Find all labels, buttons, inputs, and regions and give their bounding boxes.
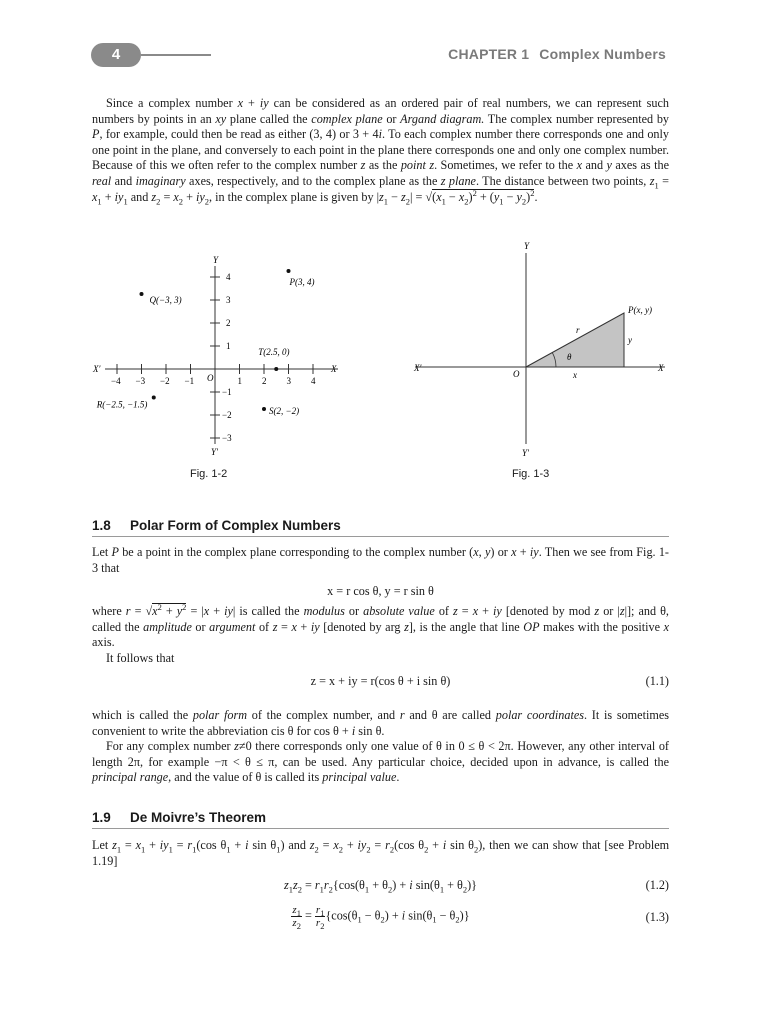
plot-point-label: S(2, −2) [269,406,300,416]
x-tick-label: −3 [135,376,146,386]
equation-polar-xy: x = r cos θ, y = r sin θ [327,584,434,598]
figure-1-3-caption: Fig. 1-3 [512,468,550,480]
chapter-title: Complex Numbers [539,46,666,62]
section-rule [92,536,669,537]
plot-point [274,367,278,371]
section-heading-1-9: 1.9 De Moivre’s Theorem [92,810,267,825]
x-axis-neg-label: X′ [93,364,101,374]
plot-point-label: P(3, 4) [289,277,315,287]
y-tick-label: 4 [226,272,231,282]
page-number-badge: 4 [91,43,141,67]
x-tick-label: −4 [111,376,121,386]
section-rule [92,828,669,829]
section-1-8-modulus: where $r = √x^2 + y^2 = |x + iy|$ is called the modulus or absolute value of z = x + iy [denoted by mod z or |z|]; and θ, called the amplitude or argument of z = x + iy [denoted by arg z], is the angle that line OP makes with the positive x axis. It follows that [92,601,670,665]
running-header [440,46,666,62]
x-tick-label: −2 [160,376,170,386]
polar-triangle [526,313,624,367]
x-tick-label: −1 [184,376,195,386]
x-axis-neg-label: X′ [414,363,422,373]
x-tick-label: 3 [286,376,291,386]
origin-label: O [207,373,214,383]
y-axis-neg-label: Y′ [522,448,529,458]
figure-1-3 [410,238,675,463]
plot-point [262,407,266,411]
x-tick-label: 1 [237,376,242,386]
figure-1-2 [85,248,365,483]
point-p-label: P(x, y) [628,305,652,315]
equation-1-2: $z_1z_2 = r_1r_2\{\cos(\theta_1 + \theta_2) + i$ $\sin(\theta_1 + \theta_2)$} (1.2) [283,878,669,895]
y-tick-label: −2 [222,410,232,420]
section-heading-1-8: 1.8 Polar Form of Complex Numbers [92,518,341,533]
header-rule [141,54,211,56]
plot-point-label: Q(−3, 3) [149,295,182,305]
y-tick-label: 3 [226,295,231,305]
section-1-9-intro: Let $z_1 = x_1 + iy_1 = r_1(\cos$ $\theta_1 + i$ $\sin \theta_1$) and $z_2 = x_2 + iy_2 = r_2(\cos$ $\theta_2 + i$ $\sin \theta_2$), then we can show that [see Problem 1.19] [92,838,670,868]
origin-label: O [513,369,520,379]
y-tick-label: −1 [222,387,232,397]
y-axis-neg-label: Y′ [211,447,218,457]
section-1-8-intro: Let P be a point in the complex plane corresponding to the complex number (x, y) or x + iy. Then we see from Fig. 1-3 that [92,545,669,575]
y-axis-label: Y [524,241,530,251]
chapter-label: CHAPTER 1 [448,46,530,62]
y-tick-label: 2 [226,318,231,328]
plot-point [140,292,144,296]
x-tick-label: 4 [311,376,316,386]
section-1-8-polar: which is called the polar form of the complex number, and r and θ are called polar coordinates. It is sometimes convenient to write the abbreviation cis θ for cos θ + i sin θ. For any complex number z≠0 there corresponds only one value of θ in 0 ≤ θ < 2π. However, any other interval of length 2π, for example −π < θ ≤ π, can be used. Any particular choice, decided upon in advance, is called the principal range, and the value of θ is called its principal value. [92,708,669,785]
argand-plot [92,255,338,457]
x-leg-label: x [573,370,577,380]
plot-point [287,269,291,273]
figure-1-2-caption: Fig. 1-2 [190,468,228,480]
r-label: r [576,325,580,335]
equation-1-1: z = x + iy = r(cos θ + i sin θ) (1.1) [310,674,669,688]
y-tick-label: 1 [226,341,231,351]
x-axis-label: X [331,364,337,374]
y-tick-label: −3 [222,433,232,443]
intro-paragraph: Since a complex number x + iy can be considered as an ordered pair of real numbers, we can represent such numbers by points in an xy plane called the complex plane or Argand diagram. The complex number represented by P, for example, could then be read as either (3, 4) or 3 + 4i. To each complex number there corresponds one and only one point in the plane, and conversely to each point in the plane there corresponds one and only one complex number. Because of this we often refer to the complex number z as the point z. Sometimes, we refer to the x and y axes as the real and imaginary axes, respectively, and to the complex plane as the z plane. The distance between two points, $z_1 = x_1 + iy_1$ and $z_2 = x_2 + iy_2$, in the complex plane is given by $|z_1 - z_2| = √(x_1 - x_2)^2 + (y_1 - y_2)^2$. [92,96,670,206]
theta-label: θ [567,352,572,362]
y-axis-label: Y [213,255,219,265]
plot-point-label: R(−2.5, −1.5) [96,399,148,410]
plot-point-label: T(2.5, 0) [258,347,290,357]
plot-point [152,396,156,400]
x-tick-label: 2 [262,376,267,386]
y-leg-label: y [628,335,632,345]
x-axis-label: X [658,363,664,373]
equation-1-3: $\frac{z_1}{z_2}$ = $\frac{r_1}{r_2}$ {$\cos(\theta_1 - \theta_2) + i$ $\sin(\theta_1 - \theta_2)$} (1.3) [292,904,669,932]
